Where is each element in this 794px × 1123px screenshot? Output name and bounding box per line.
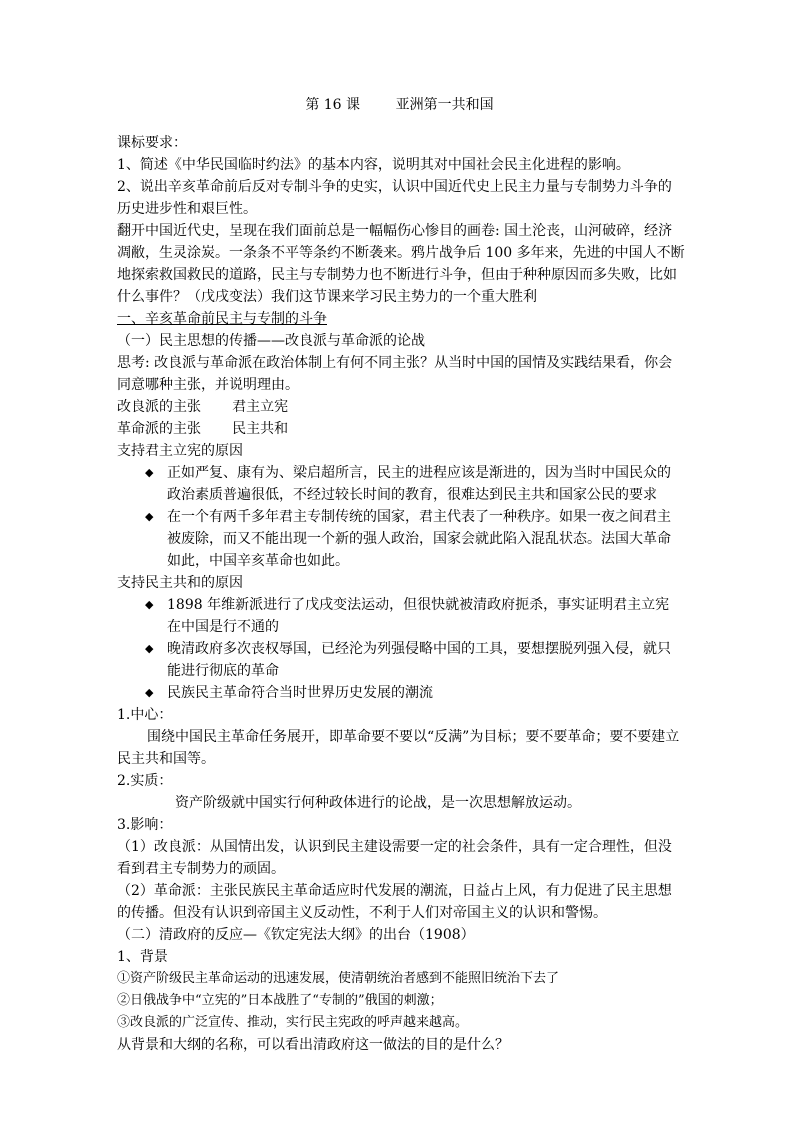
list-item-text: 晚清政府多次丧权辱国，已经沦为列强侵略中国的工具，要想摆脱列强入侵，就只能进行彻底的革命: [167, 641, 671, 679]
lesson-title: 第 16 课 亚洲第一共和国: [305, 97, 494, 113]
background-label: 1、背景: [117, 949, 168, 965]
diamond-bullet-icon: ◆: [145, 686, 154, 699]
closing-question: 从背景和大纲的名称，可以看出清政府这一做法的目的是什么？: [117, 1037, 509, 1053]
center-text-line1: 围绕中国民主革命任务展开，即革命要不要以“反满”为目标；要不要革命；要不要建立: [147, 729, 680, 745]
influence-2-line2: 的传播。但没有认识到帝国主义反动性，不利于人们对帝国主义的认识和警惕。: [117, 905, 607, 921]
subsection-1-heading: （一）民主思想的传播——改良派与革命派的论战: [117, 333, 425, 349]
intro-line4: 什么事件？（戊戌变法）我们这节课来学习民主势力的一个重大胜利: [117, 289, 537, 305]
background-item-1: ①资产阶级民主革命运动的迅速发展，使清朝统治者感到不能照旧统治下去了: [117, 971, 560, 986]
influence-1-line1: （1）改良派：从国情出发，认识到民主建设需要一定的社会条件，具有一定合理性，但没: [117, 839, 672, 855]
requirement-2-line1: 2、说出辛亥革命前后反对专制斗争的史实，认识中国近代史上民主力量与专制势力斗争的: [117, 179, 672, 195]
revolutionary-claim: 革命派的主张 民主共和: [117, 421, 289, 437]
list-item: [117, 506, 682, 572]
subsection-2-heading: （二）清政府的反应—《钦定宪法大纲》的出台（1908）: [117, 927, 475, 943]
intro-line2: 凋敝，生灵涂炭。一条条不平等条约不断袭来。鸦片战争后 100 多年来，先进的中国人不断: [117, 245, 685, 261]
diamond-bullet-icon: ◆: [145, 510, 154, 523]
support-monarchy-heading: 支持君主立宪的原因: [117, 443, 243, 459]
list-item: [117, 462, 682, 506]
support-republic-heading: 支持民主共和的原因: [117, 575, 243, 591]
background-item-2: ②日俄战争中“立宪的”日本战胜了“专制的”俄国的刺激；: [117, 993, 443, 1008]
intro-line3: 地探索救国救民的道路，民主与专制势力也不断进行斗争，但由于种种原因而多失败，比如: [117, 267, 677, 283]
list-item: [117, 682, 682, 704]
diamond-bullet-icon: ◆: [145, 598, 154, 611]
center-text-line2: 民主共和国等。: [117, 751, 215, 767]
influence-label: 3.影响：: [117, 817, 173, 833]
list-item-text: 在一个有两千多年君主专制传统的国家，君主代表了一种秩序。如果一夜之间君主被废除，而又不能出现一个新的强人政治，国家会就此陷入混乱状态。法国大革命如此，中国辛亥革命也如此。: [167, 509, 671, 569]
list-item: [117, 594, 682, 638]
think-question-line1: 思考: 改良派与革命派在政治体制上有何不同主张？从当时中国的国情及实践结果看，你会: [117, 355, 673, 371]
center-label: 1.中心：: [117, 707, 173, 723]
list-item: [117, 638, 682, 682]
essence-label: 2.实质：: [117, 773, 173, 789]
diamond-bullet-icon: ◆: [145, 466, 154, 479]
requirements-heading: 课标要求：: [117, 135, 187, 151]
list-item-text: 1898 年维新派进行了戊戌变法运动，但很快就被清政府扼杀，事实证明君主立宪在中国是行不通的: [167, 597, 670, 635]
section-1-heading: 一、辛亥革命前民主与专制的斗争: [117, 311, 327, 327]
list-item-text: 正如严复、康有为、梁启超所言，民主的进程应该是渐进的，因为当时中国民众的政治素质普遍很低，不经过较长时间的教育，很难达到民主共和国家公民的要求: [167, 465, 671, 503]
think-question-line2: 同意哪种主张，并说明理由。: [117, 377, 299, 393]
background-item-3: ③改良派的广泛宣传、推动，实行民主宪政的呼声越来越高。: [117, 1015, 469, 1030]
requirement-2-line2: 历史进步性和艰巨性。: [117, 201, 257, 217]
reformist-claim: 改良派的主张 君主立宪: [117, 399, 289, 415]
essence-text: 资产阶级就中国实行何种政体进行的论战，是一次思想解放运动。: [175, 795, 581, 811]
intro-line1: 翻开中国近代史，呈现在我们面前总是一幅幅伤心惨目的画卷: 国土沦丧，山河破碎，经济: [117, 223, 673, 239]
influence-2-line1: （2）革命派：主张民族民主革命适应时代发展的潮流，日益占上风，有力促进了民主思想: [117, 883, 672, 899]
document-page: [117, 96, 685, 1056]
list-item-text: 民族民主革命符合当时世界历史发展的潮流: [167, 685, 433, 701]
diamond-bullet-icon: ◆: [145, 642, 154, 655]
influence-1-line2: 看到君主专制势力的顽固。: [117, 861, 285, 877]
requirement-1: 1、简述《中华民国临时约法》的基本内容，说明其对中国社会民主化进程的影响。: [117, 157, 630, 173]
